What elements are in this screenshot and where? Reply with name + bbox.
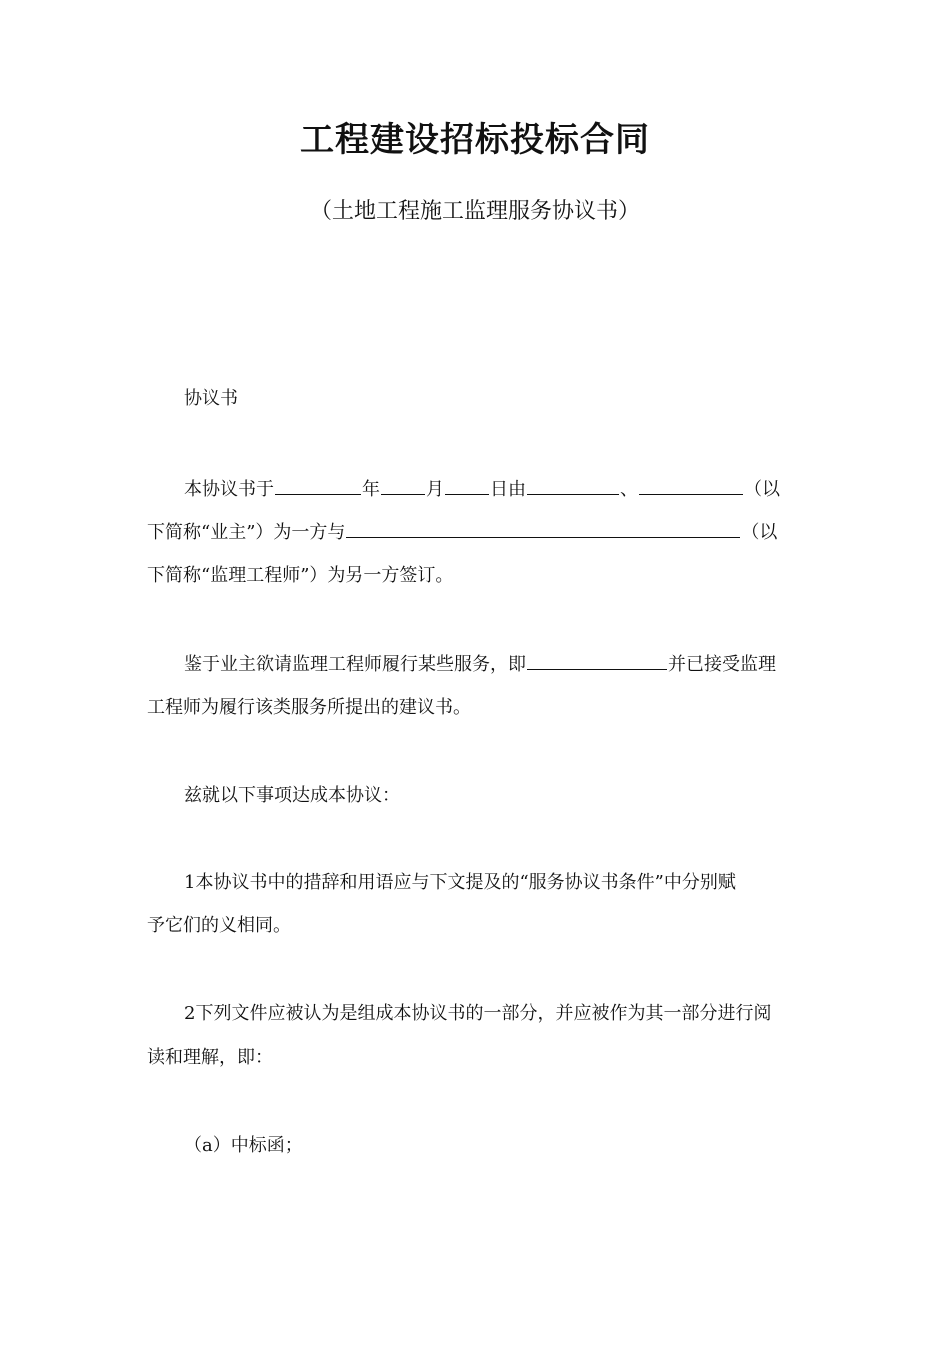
- year-blank[interactable]: [275, 474, 361, 495]
- sub-item-a: （a）中标函；: [184, 1135, 303, 1156]
- clause-2-line: 读和理解，即：: [147, 1047, 273, 1068]
- clause-1-line: 1本协议书中的措辞和用语应与下文提及的“服务协议书条件”中分别赋: [184, 872, 736, 893]
- day-blank[interactable]: [445, 474, 489, 495]
- text-segment: 本协议书于: [184, 479, 274, 500]
- clause-1-line: 予它们的义相同。: [147, 915, 291, 936]
- engineer-party-line: [147, 517, 777, 547]
- text-segment: 并已接受监理: [668, 654, 776, 675]
- document-subtitle: （土地工程施工监理服务协议书）: [309, 199, 640, 224]
- text-segment: （以: [741, 522, 778, 543]
- text-segment: 鉴于业主欲请监理工程师履行某些服务，即: [184, 654, 526, 675]
- paragraph-line: 兹就以下事项达成本协议：: [184, 785, 400, 806]
- owner-name-blank-1[interactable]: [527, 474, 619, 495]
- paragraph-line: 下简称“监理工程师”）为另一方签订。: [147, 565, 454, 586]
- agreement-date-line: [184, 474, 780, 504]
- text-segment: （以: [744, 479, 780, 500]
- services-blank[interactable]: [527, 649, 667, 670]
- text-segment: 下简称“业主”）为一方与: [147, 522, 346, 543]
- month-blank[interactable]: [381, 474, 425, 495]
- section-heading: 协议书: [184, 388, 238, 409]
- engineer-name-blank[interactable]: [346, 517, 740, 538]
- paragraph-line: 工程师为履行该类服务所提出的建议书。: [147, 697, 471, 718]
- text-segment: 日由: [490, 479, 526, 500]
- owner-name-blank-2[interactable]: [639, 474, 743, 495]
- document-title: 工程建设招标投标合同: [300, 120, 650, 160]
- text-segment: 年: [362, 479, 380, 500]
- text-segment: 月: [426, 479, 444, 500]
- text-segment: 、: [620, 479, 638, 500]
- clause-2-line: 2下列文件应被认为是组成本协议书的一部分，并应被作为其一部分进行阅: [184, 1003, 772, 1024]
- services-line: [184, 649, 776, 679]
